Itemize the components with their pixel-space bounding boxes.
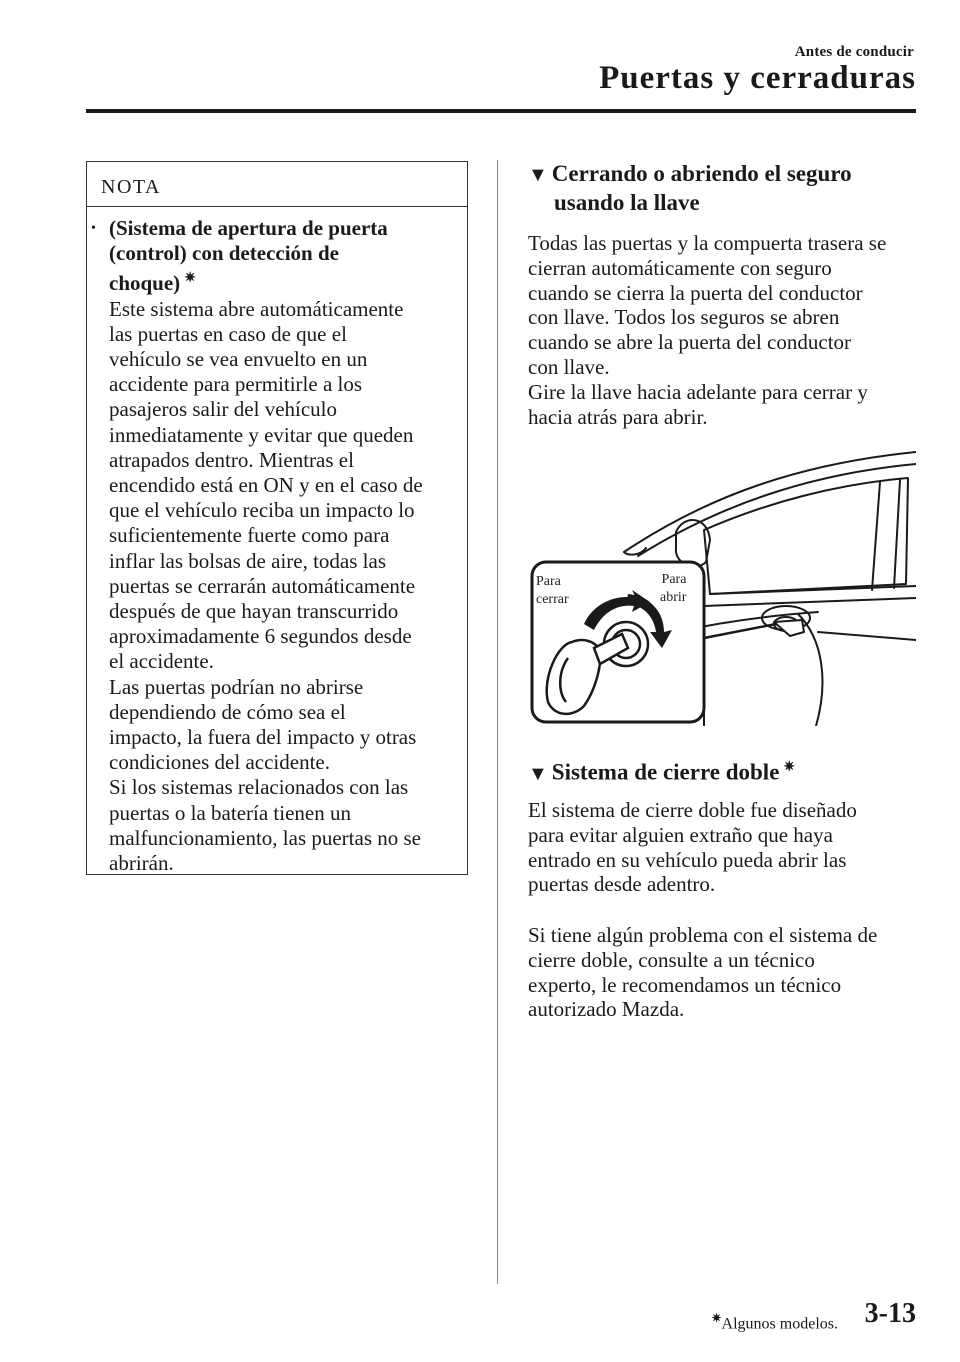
note-line: suficientemente fuerte como para	[109, 523, 390, 548]
note-box	[86, 161, 468, 875]
note-line: el accidente.	[109, 649, 214, 674]
page-title: Puertas y cerraduras	[599, 60, 916, 96]
para-line: Gire la llave hacia adelante para cerrar y	[528, 379, 868, 404]
car-door-drawing	[528, 444, 916, 726]
note-heading-line: choque) ✷	[109, 271, 196, 296]
note-heading-line: (control) con detección de	[109, 241, 339, 266]
note-line: accidente para permitirle a los	[109, 372, 363, 397]
asterisk-icon: ✷	[711, 1311, 722, 1325]
note-line: vehículo se vea envuelto en un	[109, 347, 368, 372]
note-line: Si los sistemas relacionados con las	[109, 775, 409, 800]
column-divider	[497, 160, 498, 1284]
note-line: encendido está en ON y en el caso de	[109, 473, 423, 498]
para-line: cierran automáticamente con seguro	[528, 255, 832, 280]
note-line: inflar las bolsas de aire, todas las	[109, 548, 386, 573]
note-line: condiciones del accidente.	[109, 750, 330, 775]
para-line: cuando se abre la puerta del conductor	[528, 330, 852, 355]
section1-heading-line: usando la llave	[554, 190, 700, 215]
para-line: para evitar alguien extraño que haya	[528, 822, 833, 847]
section1-paragraph	[528, 231, 918, 429]
note-line: las puertas en caso de que el	[109, 321, 347, 346]
section2-heading-text: Sistema de cierre doble	[551, 759, 780, 785]
para-line: puertas desde adentro.	[528, 872, 716, 897]
key-lock-illustration	[528, 444, 916, 726]
label-close: Para cerrar	[536, 574, 569, 607]
note-line: puertas se cerrarán automáticamente	[109, 573, 416, 598]
section2-paragraph-1	[528, 798, 918, 897]
header-divider	[86, 109, 916, 113]
note-line: puertas o la batería tienen un	[109, 800, 351, 825]
para-line: hacia atrás para abrir.	[528, 404, 708, 429]
note-line: Este sistema abre automáticamente	[109, 296, 404, 321]
note-divider	[87, 206, 467, 207]
asterisk-icon: ✷	[783, 760, 796, 775]
note-line: Las puertas podrían no abrirse	[109, 674, 364, 699]
bullet-icon: •	[91, 221, 96, 236]
asterisk-icon: ✷	[184, 271, 196, 287]
footnote: ✷Algunos modelos.	[711, 1311, 838, 1333]
note-line: inmediatamente y evitar que queden	[109, 422, 414, 447]
note-line: impacto, la fuera del impacto y otras	[109, 725, 417, 750]
note-line: pasajeros salir del vehículo	[109, 397, 338, 422]
para-line: entrado en su vehículo pueda abrir las	[528, 847, 847, 872]
para-line: Todas las puertas y la compuerta trasera se	[528, 231, 887, 255]
para-line: El sistema de cierre doble fue diseñado	[528, 798, 857, 822]
note-heading-line: (Sistema de apertura de puerta	[109, 216, 388, 240]
section2-paragraph-2	[528, 923, 918, 1022]
note-line: que el vehículo reciba un impacto lo	[109, 498, 415, 523]
para-line: experto, le recomendamos un técnico	[528, 972, 842, 997]
note-title: NOTA	[101, 176, 161, 198]
page-number: 3-13	[864, 1298, 916, 1329]
note-line: después de que hayan transcurrido	[109, 599, 399, 624]
triangle-marker-icon: ▼	[528, 762, 548, 785]
section2-heading	[528, 754, 918, 788]
section1-heading	[528, 160, 918, 217]
label-open: Para abrir	[660, 572, 687, 605]
section1-heading-line: Cerrando o abriendo el seguro	[551, 161, 852, 186]
note-line: malfuncionamiento, las puertas no se	[109, 825, 421, 850]
section-label: Antes de conducir	[794, 44, 914, 60]
para-line: autorizado Mazda.	[528, 997, 685, 1022]
note-line: dependiendo de cómo sea el	[109, 699, 346, 724]
para-line: cierre doble, consulte a un técnico	[528, 947, 815, 972]
note-line: atrapados dentro. Mientras el	[109, 447, 354, 472]
note-line: abrirán.	[109, 851, 174, 876]
para-line: con llave. Todos los seguros se abren	[528, 305, 840, 330]
triangle-marker-icon: ▼	[528, 164, 548, 186]
para-line: Si tiene algún problema con el sistema de	[528, 923, 878, 947]
note-body	[91, 216, 461, 876]
para-line: cuando se cierra la puerta del conductor	[528, 280, 863, 305]
para-line: con llave.	[528, 354, 610, 379]
note-line: aproximadamente 6 segundos desde	[109, 624, 412, 649]
